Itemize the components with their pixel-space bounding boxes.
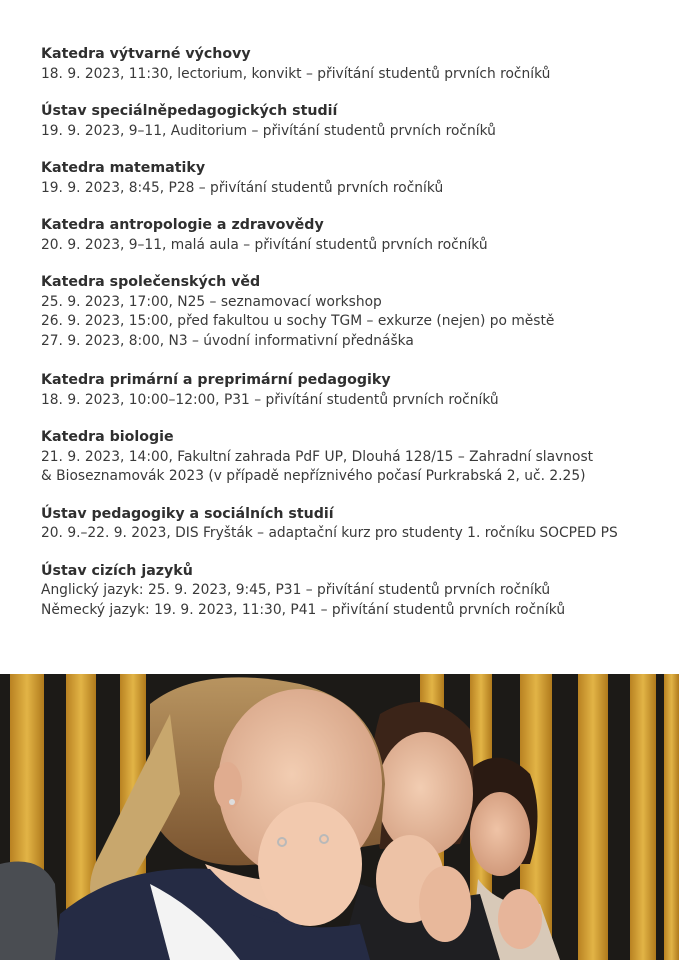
department-heading: Katedra společenských věd <box>41 274 261 290</box>
event-line: Německý jazyk: 19. 9. 2023, 11:30, P41 – přivítání studentů prvních ročníků <box>41 601 566 618</box>
event-section <box>41 102 661 141</box>
event-line: 26. 9. 2023, 15:00, před fakultou u sochy TGM – exkurze (nejen) po městě <box>41 313 555 329</box>
event-line: 20. 9. 2023, 9–11, malá aula – přivítání studentů prvních ročníků <box>41 236 488 253</box>
department-heading: Katedra antropologie a zdravovědy <box>41 217 324 233</box>
students-photo <box>0 674 679 960</box>
event-section <box>41 273 661 351</box>
department-heading: Ústav cizích jazyků <box>41 562 193 579</box>
event-line: 19. 9. 2023, 8:45, P28 – přivítání studentů prvních ročníků <box>41 179 444 196</box>
event-line: 25. 9. 2023, 17:00, N25 – seznamovací workshop <box>41 293 382 310</box>
department-heading: Katedra výtvarné výchovy <box>41 46 251 62</box>
event-line: 27. 9. 2023, 8:00, N3 – úvodní informativní přednáška <box>41 332 414 349</box>
event-line: 19. 9. 2023, 9–11, Auditorium – přivítání studentů prvních ročníků <box>41 122 496 139</box>
department-heading: Ústav speciálněpedagogických studií <box>41 103 338 119</box>
department-heading: Katedra biologie <box>41 429 174 445</box>
event-line: Anglický jazyk: 25. 9. 2023, 9:45, P31 – přivítání studentů prvních ročníků <box>41 582 551 598</box>
event-section <box>41 371 661 410</box>
event-section <box>41 562 661 621</box>
event-section <box>41 505 661 544</box>
event-section <box>41 159 661 198</box>
event-line: 18. 9. 2023, 10:00–12:00, P31 – přivítání studentů prvních ročníků <box>41 391 499 408</box>
department-heading: Katedra primární a preprimární pedagogiky <box>41 372 391 388</box>
event-line: 21. 9. 2023, 14:00, Fakultní zahrada PdF UP, Dlouhá 128/15 – Zahradní slavnost <box>41 448 594 465</box>
event-line: & Bioseznamovák 2023 (v případě nepříznivého počasí Purkrabská 2, uč. 2.25) <box>41 468 586 484</box>
event-line: 18. 9. 2023, 11:30, lectorium, konvikt – přivítání studentů prvních ročníků <box>41 65 551 82</box>
department-heading: Ústav pedagogiky a sociálních studií <box>41 505 334 522</box>
students-photo-illustration <box>0 674 679 960</box>
event-section <box>41 45 661 84</box>
event-list <box>41 45 661 638</box>
department-heading: Katedra matematiky <box>41 160 206 176</box>
event-section <box>41 428 661 487</box>
event-section <box>41 216 661 255</box>
event-line: 20. 9.–22. 9. 2023, DIS Fryšták – adaptační kurz pro studenty 1. ročníku SOCPED PS <box>41 525 618 541</box>
